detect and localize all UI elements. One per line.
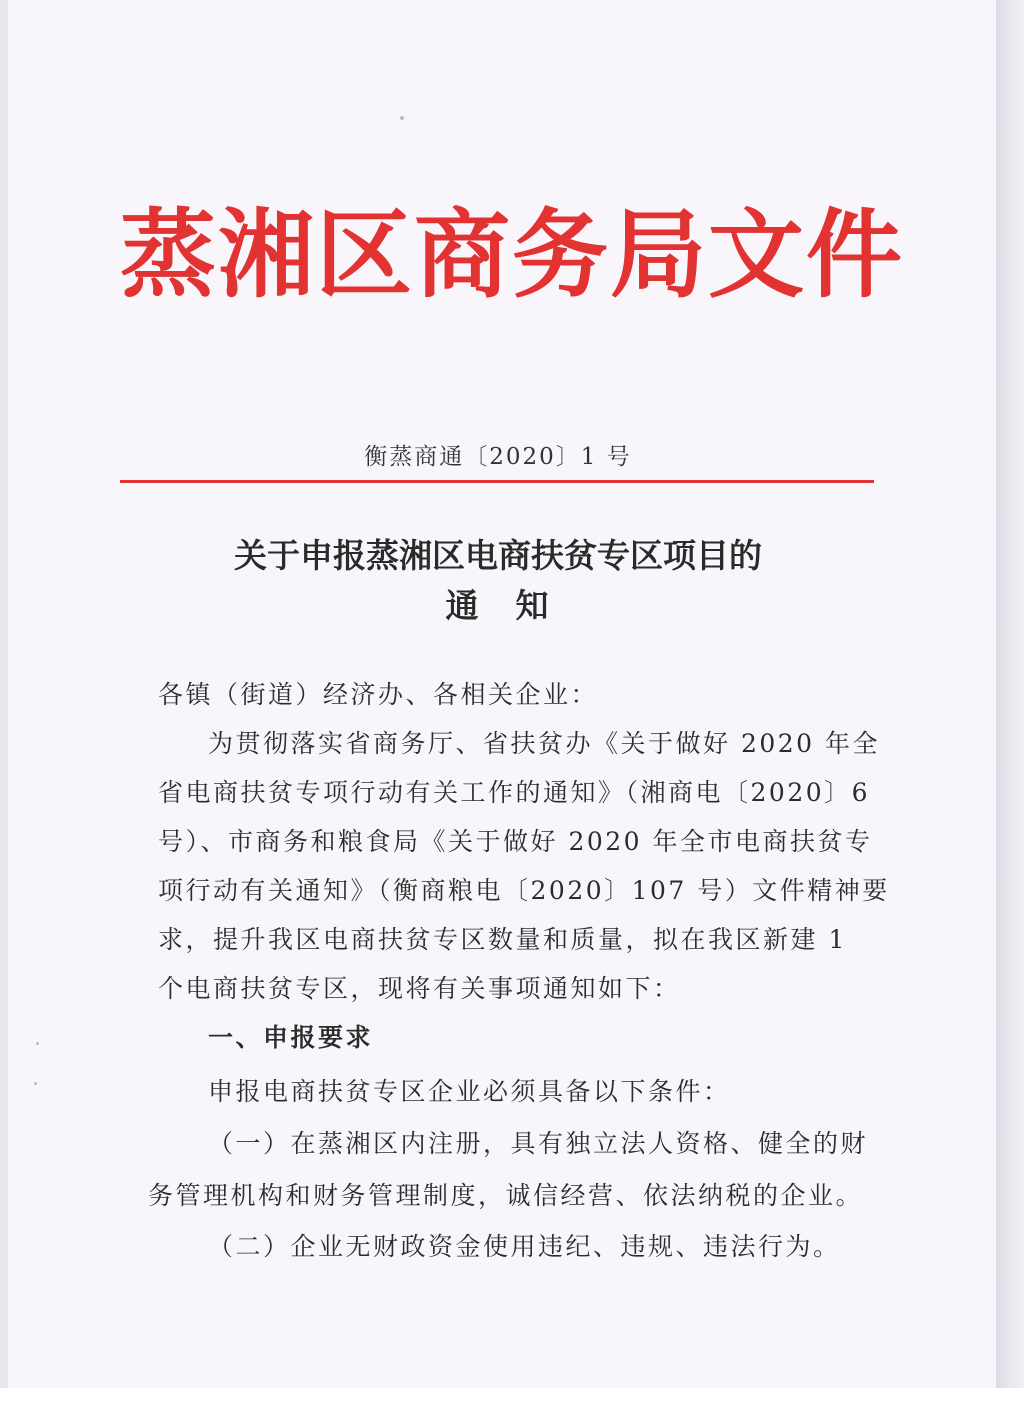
red-separator-line [120,480,874,483]
scan-speck [400,116,404,120]
document-page [8,0,996,1388]
condition-item-1: （一）在蒸湘区内注册，具有独立法人资格、健全的财 [208,1129,869,1158]
section-intro: 申报电商扶贫专区企业必须具备以下条件： [208,1077,731,1106]
scan-bottom-margin [0,1388,1024,1408]
body-line: 项行动有关通知》（衡商粮电〔2020〕107 号）文件精神要 [158,876,890,905]
document-number: 衡蒸商通〔2020〕1 号 [364,444,632,470]
document-title-notice: 通 知 [445,586,551,625]
body-line: 省电商扶贫专项行动有关工作的通知》（湘商电〔2020〕6 [158,778,871,807]
document-masthead: 蒸湘区商务局文件 [120,199,904,311]
condition-item-2: （二）企业无财政资金使用违纪、违规、违法行为。 [208,1232,841,1261]
condition-item-1-cont: 务管理机构和财务管理制度，诚信经营、依法纳税的企业。 [148,1181,864,1210]
body-line: 求，提升我区电商扶贫专区数量和质量，拟在我区新建 1 [158,925,847,954]
body-line: 号）、市商务和粮食局《关于做好 2020 年全市电商扶贫专 [158,827,873,856]
body-line: 个电商扶贫专区，现将有关事项通知如下： [158,974,681,1003]
section-heading: 一、申报要求 [208,1023,374,1052]
scan-speck [34,1082,37,1085]
scan-speck [36,1042,39,1045]
scan-edge [996,0,1024,1408]
body-line: 为贯彻落实省商务厅、省扶贫办《关于做好 2020 年全 [208,729,881,758]
salutation: 各镇（街道）经济办、各相关企业： [158,680,599,709]
document-title: 关于申报蒸湘区电商扶贫专区项目的 [234,536,762,575]
